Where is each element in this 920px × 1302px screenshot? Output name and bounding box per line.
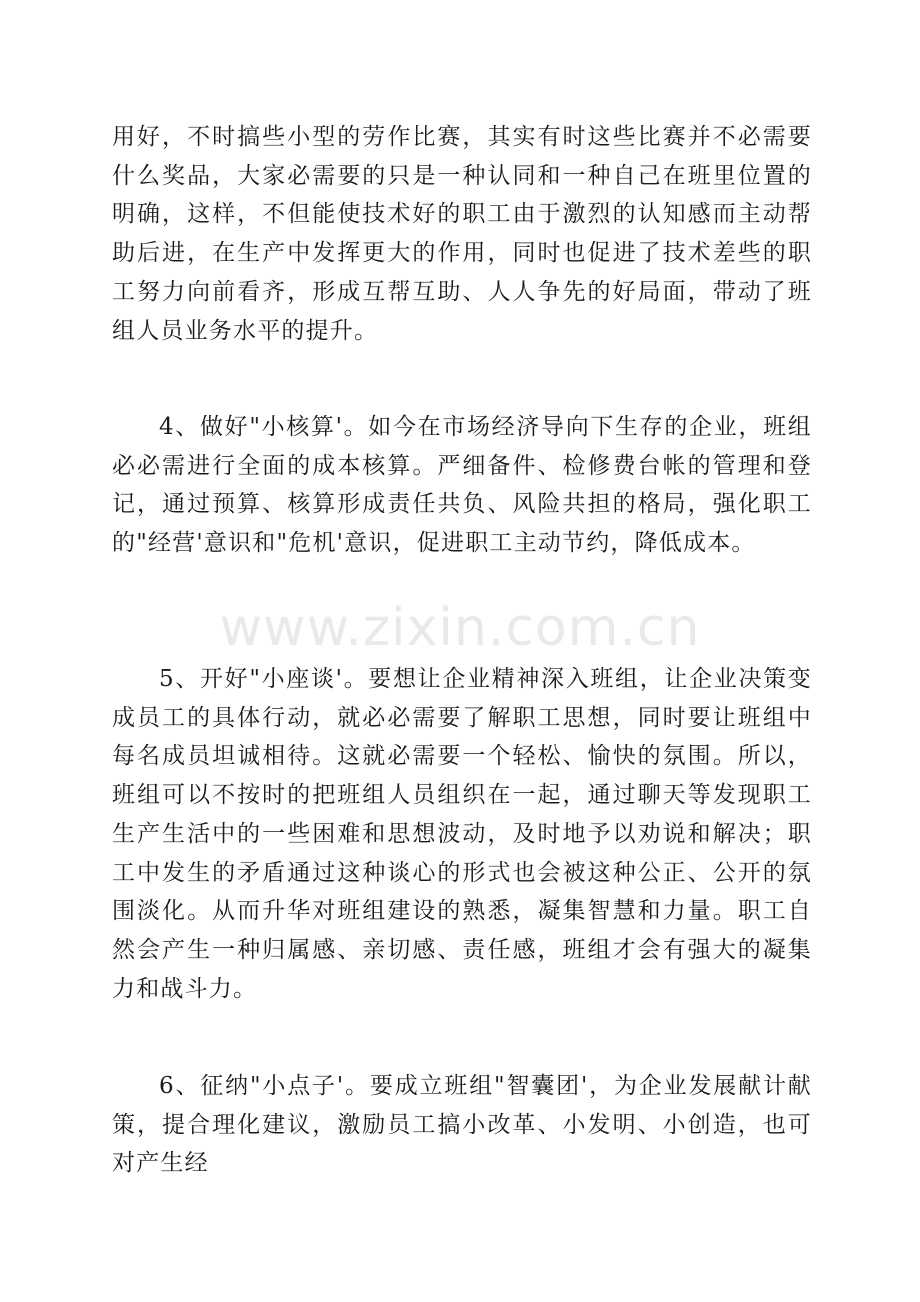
watermark: www.zixin.com.cn xyxy=(219,598,701,658)
paragraph-item-6: 6、征纳"小点子'。要成立班组"智囊团'，为企业发展献计献策，提合理化建议，激励员工搞小改革、小发明、小创造，也可对产生经 xyxy=(112,1073,812,1177)
paragraph-continuation: 用好，不时搞些小型的劳作比赛，其实有时这些比赛并不必需要什么奖品，大家必需要的只是一种认同和一种自己在班里位置的明确，这样，不但能使技术好的职工由于激烈的认知感而主动帮助后进，在生产中发挥更大的作用，同时也促进了技术差些的职工努力向前看齐，形成互帮互助、人人争先的好局面，带动了班组人员业务水平的提升。 xyxy=(112,124,812,344)
paragraph-item-4: 4、做好"小核算'。如今在市场经济导向下生存的企业，班组必必需进行全面的成本核算。严细备件、检修费台帐的管理和登记，通过预算、核算形成责任共负、风险共担的格局，强化职工的"经营'意识和"危机'意识，促进职工主动节约，降低成本。 xyxy=(112,414,812,557)
paragraph-item-5: 5、开好"小座谈'。要想让企业精神深入班组，让企业决策变成员工的具体行动，就必必需要了解职工思想，同时要让班组中每名成员坦诚相待。这就必需要一个轻松、愉快的氛围。所以，班组可以不按时的把班组人员组织在一起，通过聊天等发现职工生产生活中的一些困难和思想波动，及时地予以劝说和解决；职工中发生的矛盾通过这种谈心的形式也会被这种公正、公开的氛围淡化。从而升华对班组建设的熟悉，凝集智慧和力量。职工自然会产生一种归属感、亲切感、责任感，班组才会有强大的凝集力和战斗力。 xyxy=(112,666,812,1002)
